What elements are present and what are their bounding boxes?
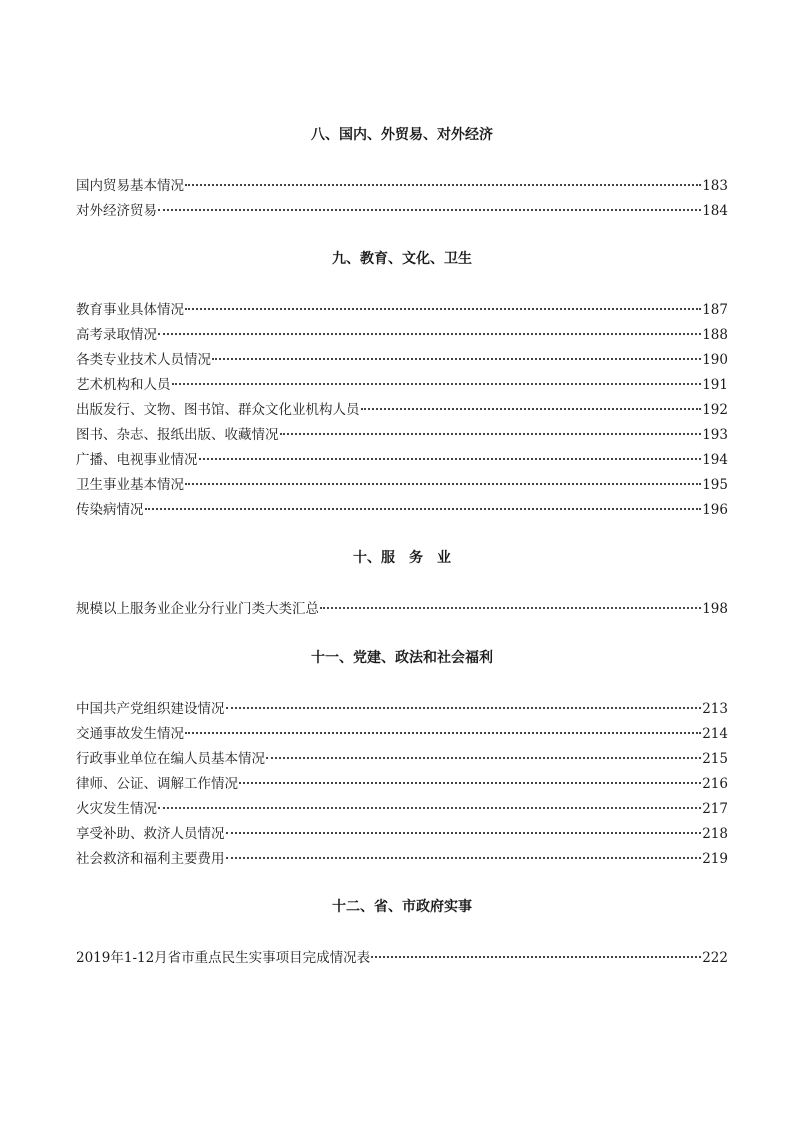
toc-entry-title: 高考录取情况	[76, 327, 157, 343]
toc-entry[interactable]	[76, 772, 728, 797]
toc-entry-page: 187	[702, 302, 728, 318]
toc-entry[interactable]	[76, 174, 728, 199]
dot-leader	[280, 433, 702, 435]
toc-entry-page: 196	[702, 502, 728, 518]
toc-entry-page: 194	[702, 452, 728, 468]
section-heading: 十一、党建、政法和社会福利	[311, 650, 493, 666]
toc-section-trade	[76, 124, 728, 224]
toc-entry[interactable]	[76, 448, 728, 473]
toc-entry-title: 享受补助、救济人员情况	[76, 826, 225, 842]
toc-entry[interactable]	[76, 747, 728, 772]
dot-leader	[185, 732, 701, 734]
toc-entry-title: 各类专业技术人员情况	[76, 352, 211, 368]
toc-entry-page: 192	[702, 402, 728, 418]
toc-entry-page: 193	[702, 427, 728, 443]
dot-leader	[266, 757, 701, 759]
section-heading: 八、国内、外贸易、对外经济	[311, 127, 493, 143]
dot-leader	[320, 607, 701, 609]
dot-leader	[185, 483, 701, 485]
toc-entry[interactable]	[76, 473, 728, 498]
toc-entry[interactable]	[76, 498, 728, 523]
toc-entry[interactable]	[76, 822, 728, 847]
dot-leader	[226, 707, 702, 709]
toc-entry-title: 律师、公证、调解工作情况	[76, 776, 238, 792]
toc-entry-title: 图书、杂志、报纸出版、收藏情况	[76, 427, 279, 443]
toc-entry[interactable]	[76, 423, 728, 448]
toc-entry-page: 219	[702, 851, 728, 867]
toc-entry-page: 191	[702, 377, 728, 393]
toc-entry-title: 规模以上服务业企业分行业门类大类汇总	[76, 601, 319, 617]
dot-leader	[212, 358, 701, 360]
toc-section-services	[76, 547, 728, 622]
toc-entry[interactable]	[76, 373, 728, 398]
toc-entry-page: 215	[702, 751, 728, 767]
dot-leader	[239, 782, 701, 784]
toc-entry-page: 184	[702, 203, 728, 219]
toc-section-party-welfare	[76, 647, 728, 872]
toc-entry[interactable]	[76, 323, 728, 348]
dot-leader	[199, 458, 702, 460]
toc-entry[interactable]	[76, 847, 728, 872]
dot-leader	[158, 209, 701, 211]
toc-entry-title: 广播、电视事业情况	[76, 452, 198, 468]
dot-leader	[158, 807, 701, 809]
dot-leader	[172, 383, 702, 385]
dot-leader	[226, 832, 702, 834]
toc-entry-page: 213	[702, 701, 728, 717]
toc-entry-title: 行政事业单位在编人员基本情况	[76, 751, 265, 767]
toc-entry[interactable]	[76, 722, 728, 747]
dot-leader	[361, 408, 702, 410]
toc-entry[interactable]	[76, 946, 728, 971]
toc-entry-title: 交通事故发生情况	[76, 726, 184, 742]
toc-entry-page: 190	[702, 352, 728, 368]
toc-entry-title: 火灾发生情况	[76, 801, 157, 817]
toc-section-education	[76, 248, 728, 523]
dot-leader	[185, 308, 701, 310]
toc-entry-title: 对外经济贸易	[76, 203, 157, 219]
toc-entry-page: 218	[702, 826, 728, 842]
dot-leader	[145, 508, 702, 510]
toc-entry[interactable]	[76, 797, 728, 822]
toc-entry-title: 国内贸易基本情况	[76, 178, 184, 194]
toc-entry[interactable]	[76, 597, 728, 622]
section-heading: 九、教育、文化、卫生	[332, 251, 472, 267]
toc-entry-title: 教育事业具体情况	[76, 302, 184, 318]
toc-section-government-projects	[76, 896, 728, 971]
toc-entry-title: 传染病情况	[76, 502, 144, 518]
toc-entry-title: 艺术机构和人员	[76, 377, 171, 393]
toc-entry-title: 卫生事业基本情况	[76, 477, 184, 493]
toc-entry-title: 出版发行、文物、图书馆、群众文化业机构人员	[76, 402, 360, 418]
toc-entry[interactable]	[76, 298, 728, 323]
toc-entry[interactable]	[76, 398, 728, 423]
toc-entry[interactable]	[76, 199, 728, 224]
section-heading: 十、服 务 业	[353, 550, 451, 566]
toc-entry-page: 222	[702, 950, 728, 966]
dot-leader	[158, 333, 701, 335]
toc-entry[interactable]	[76, 697, 728, 722]
toc-entry-page: 183	[702, 178, 728, 194]
toc-entry-title: 中国共产党组织建设情况	[76, 701, 225, 717]
toc-entry-page: 217	[702, 801, 728, 817]
dot-leader	[226, 857, 702, 859]
toc-entry-page: 195	[702, 477, 728, 493]
toc-entry-page: 214	[702, 726, 728, 742]
dot-leader	[185, 184, 701, 186]
toc-entry-page: 188	[702, 327, 728, 343]
toc-entry-title: 社会救济和福利主要费用	[76, 851, 225, 867]
toc-entry-page: 216	[702, 776, 728, 792]
dot-leader	[371, 956, 701, 958]
toc-entry-page: 198	[702, 601, 728, 617]
section-heading: 十二、省、市政府实事	[332, 899, 472, 915]
toc-entry-title: 2019年1-12月省市重点民生实事项目完成情况表	[76, 950, 371, 966]
toc-entry[interactable]	[76, 348, 728, 373]
